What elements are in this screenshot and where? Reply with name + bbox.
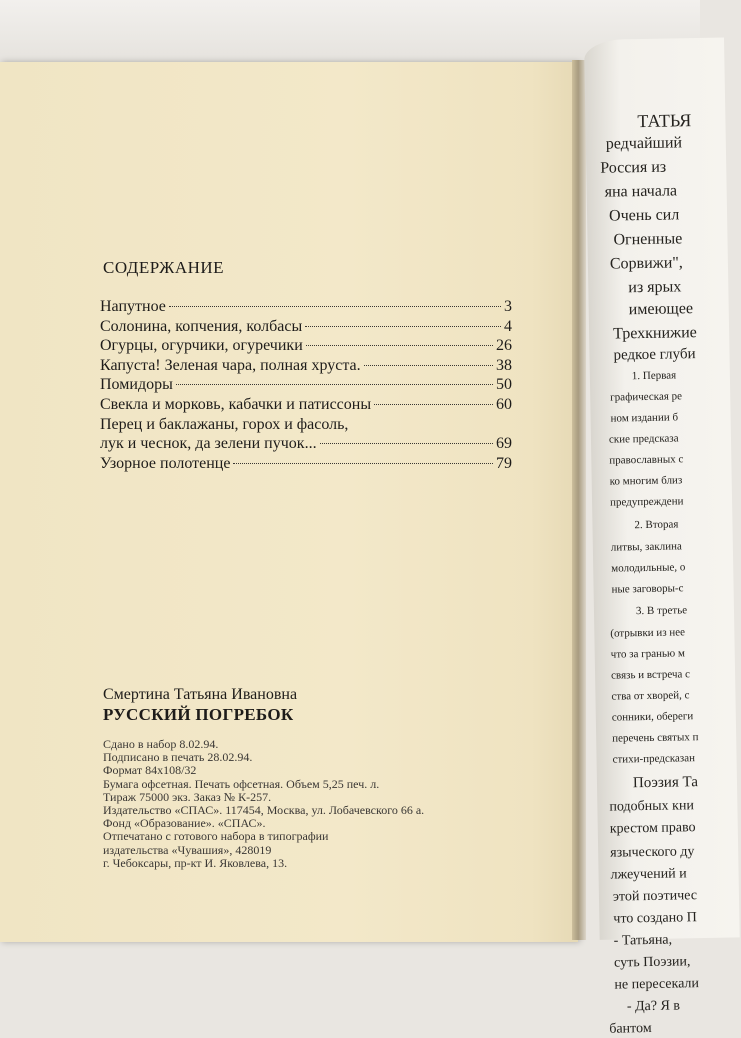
toc-entry-title: Свекла и морковь, кабачки и патиссоны [100,395,372,413]
toc-entry-title: Напутное [100,298,166,315]
right-page-line: из ярых [628,278,682,297]
right-page-line: ные заговоры-с [611,582,684,596]
right-page-line: что создано П [613,910,697,927]
toc-entry [100,336,512,356]
right-page-line: этой поэтичес [612,888,698,905]
right-page-line: Сорвижи", [609,254,683,273]
book-gutter [572,60,586,940]
toc-entry-page: 38 [496,356,512,374]
imprint-line: Издательство «СПАС». 117454, Москва, ул. Лобачевского 66 а. [103,803,425,818]
right-page-line: (отрывки из нее [610,626,686,640]
right-page-line: литвы, заклина [610,540,682,554]
leader-dots [306,345,493,346]
leader-dots [176,384,493,385]
right-page-line: ские предсказа [608,432,679,446]
right-page-line: редчайший [605,134,683,153]
toc-entry-page: 26 [496,337,512,355]
toc-entry [100,454,512,474]
toc-entry [100,375,512,395]
imprint-line: Фонд «Образование». «СПАС». [103,816,266,831]
right-page-line: не пересекали [614,976,700,993]
leader-dots [169,306,501,307]
leader-dots [233,463,493,464]
toc-entry [100,434,512,454]
imprint-line: Тираж 75000 экз. Заказ № К-257. [103,789,272,804]
right-page-line: стихи-предсказан [612,752,696,766]
toc-entry-page: 4 [504,317,512,335]
right-page-line: редкое глуби [613,346,696,364]
right-page-line: сонники, обереги [611,710,694,724]
right-page-line: суть Поэзии, [613,954,691,971]
table-of-contents [100,297,512,473]
toc-entry-title: Капуста! Зеленая чара, полная хруста. [100,356,361,374]
leader-dots [305,326,501,327]
right-page-line: что за гранью м [610,647,685,661]
right-page-line: 1. Первая [631,369,677,383]
toc-entry-title: Огурцы, огурчики, огуречики [100,337,303,355]
toc-entry-page: 79 [496,454,512,472]
right-page-line: Поэзия Та [632,774,699,792]
right-page-line: лжеучений и [610,866,687,883]
imprint-line: Формат 84х108/32 [103,763,197,778]
right-page-line: языческого ду [610,844,695,861]
author-name: Смертина Татьяна Ивановна [103,686,298,703]
toc-entry-page: 69 [496,435,512,453]
toc-entry-page: 60 [496,395,512,413]
imprint-block [103,738,424,870]
right-page-line: - Да? Я в [626,998,681,1015]
right-page-line: 2. Вторая [634,518,679,532]
toc-entry-title: Помидоры [100,376,173,394]
imprint-line: Сдано в набор 8.02.94. [103,737,219,751]
right-page-line: молодильные, о [611,561,686,575]
imprint-line: г. Чебоксары, пр-кт И. Яковлева, 13. [103,855,288,870]
toc-entry [100,356,512,376]
right-page-line: ко многим близ [609,474,683,488]
toc-heading: СОДЕРЖАНИЕ [103,258,225,277]
leader-dots [320,443,493,444]
imprint-line: Отпечатано с готового набора в типографии [103,829,329,844]
right-page-line: ства от хворей, с [611,689,690,703]
toc-entry [100,395,512,415]
toc-entry-title: лук и чеснок, да зелени пучок... [100,435,317,453]
right-page-line: 3. В третье [635,604,688,618]
right-page-line: православных с [609,453,684,467]
right-page-line: крестом право [609,820,696,837]
toc-entry [100,297,512,317]
right-page-line: подобных кни [609,798,695,815]
imprint-line: Подписано в печать 28.02.94. [103,750,253,765]
right-page-line: ТАТЬЯ [637,110,692,132]
right-page-line: - Татьяна, [613,932,673,949]
toc-entry-line1 [100,415,512,435]
right-page-line: ном издании б [610,411,679,425]
leader-dots [374,404,493,405]
leader-dots [364,365,493,366]
right-page-line: связь и встреча с [610,668,691,682]
toc-entry-page: 3 [504,298,512,315]
toc-entry [100,317,512,337]
right-page [584,38,740,1037]
right-page-line: Россия из [600,158,667,177]
book-title: РУССКИЙ ПОГРЕБОК [103,705,294,724]
toc-entry-title: Перец и баклажаны, горох и фасоль, [100,415,349,433]
right-page-line: графическая ре [610,390,683,404]
right-page-line: бантом [609,1020,652,1037]
right-page-line: Очень сил [608,206,680,225]
right-page-line: Огненные [613,230,683,249]
imprint-line: издательства «Чувашия», 428019 [103,842,272,857]
right-page-line: Трехкнижие [612,324,697,343]
right-page-line: имеющее [628,300,694,319]
right-page-line: яна начала [604,182,678,201]
toc-entry-title: Узорное полотенце [100,454,231,472]
right-page-line: перечень святых п [612,731,699,745]
toc-entry-title: Солонина, копчения, колбасы [100,317,303,335]
imprint-line: Бумага офсетная. Печать офсетная. Объем 5,25 печ. л. [103,776,380,791]
right-page-line: предупреждени [609,495,684,509]
toc-entry-page: 50 [496,376,512,394]
